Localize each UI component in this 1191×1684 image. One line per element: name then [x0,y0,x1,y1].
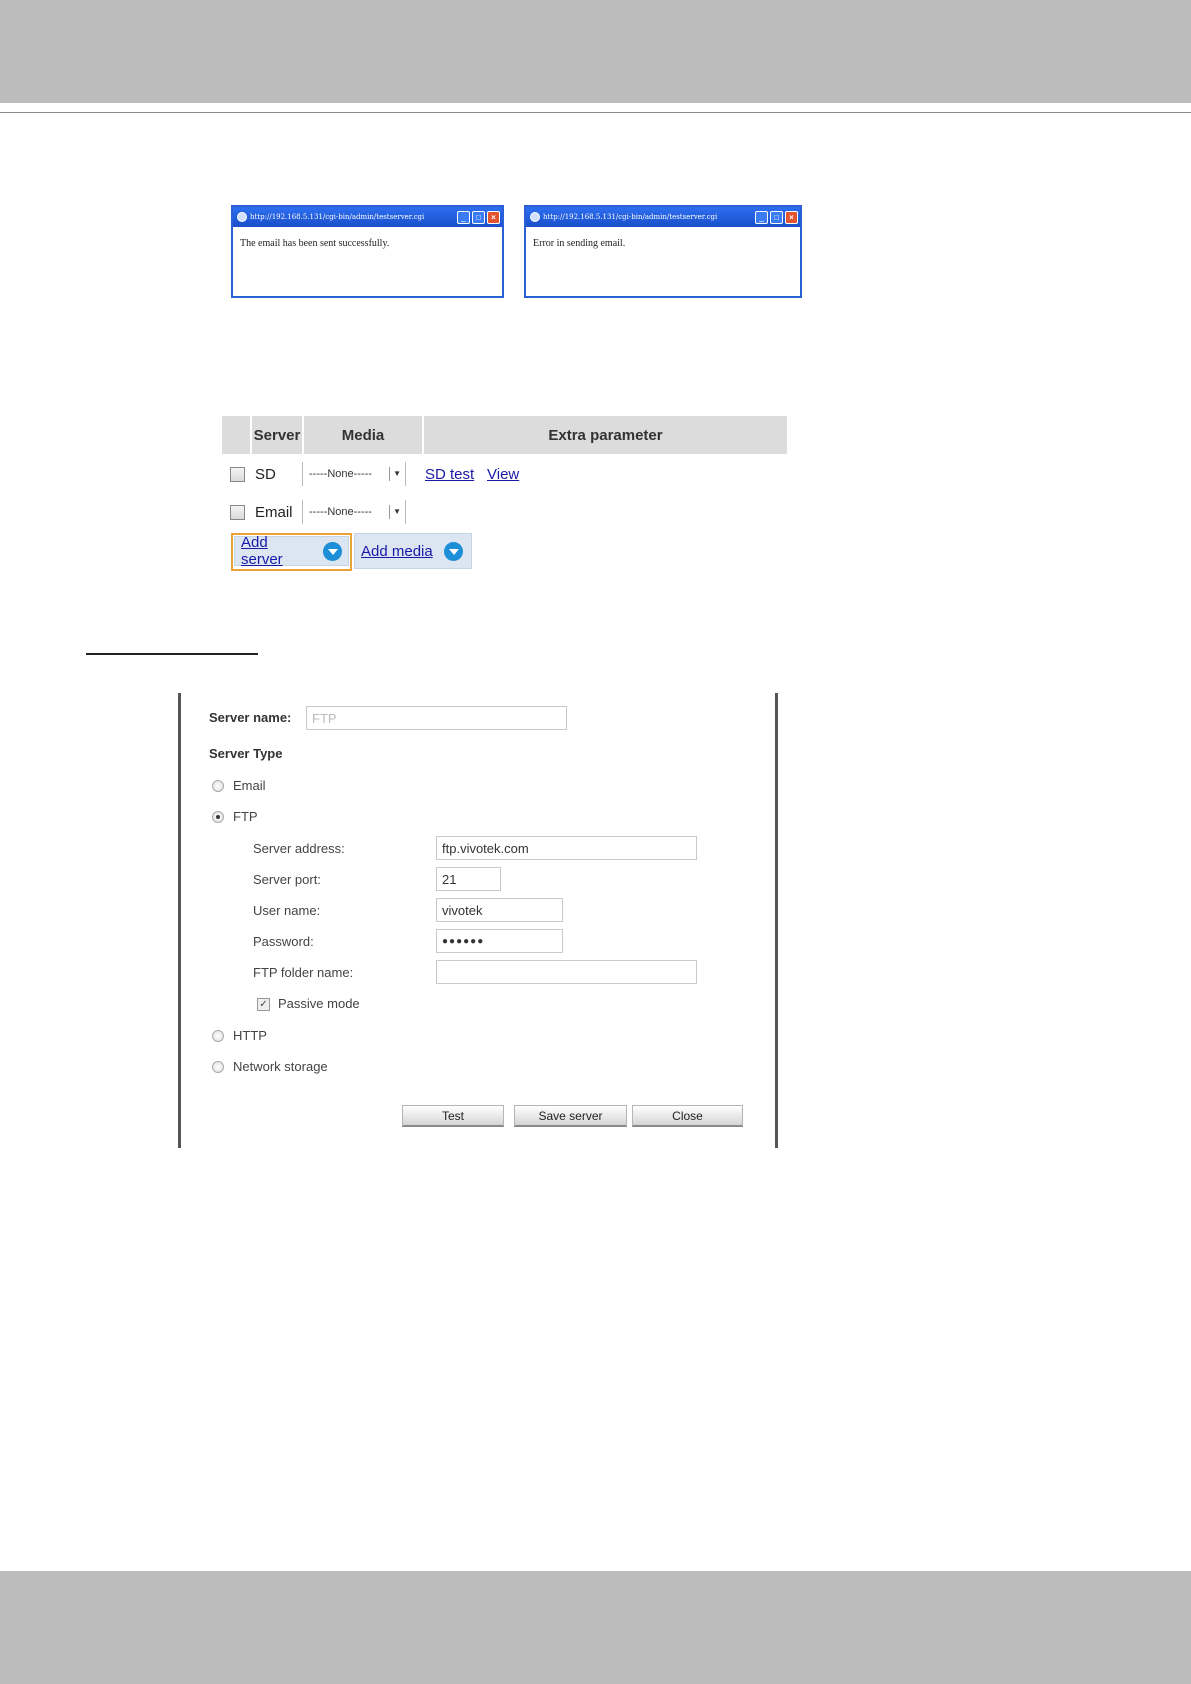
radio-ftp[interactable] [212,811,224,823]
popup-titlebar[interactable] [526,207,800,227]
chevron-down-icon [444,542,463,561]
minimize-icon[interactable]: _ [755,211,768,224]
passive-mode-label: Passive mode [278,996,360,1011]
header-blank [222,416,250,454]
ftp-folder-label: FTP folder name: [253,965,354,980]
browser-icon [237,212,247,222]
server-name-label: Server name: [209,710,292,725]
add-media-button[interactable] [354,533,472,569]
add-server-highlight [231,533,352,571]
radio-network-storage[interactable] [212,1061,224,1073]
radio-http-label: HTTP [233,1028,267,1043]
header-server: Server [250,416,302,454]
close-icon[interactable]: × [785,211,798,224]
row-checkbox[interactable] [230,505,245,520]
row-checkbox[interactable] [230,467,245,482]
table-header [222,416,787,454]
header-media: Media [302,416,422,454]
user-name-input[interactable]: vivotek [436,898,563,922]
password-input[interactable]: ●●●●●● [436,929,563,953]
header-divider [0,112,1191,113]
browser-icon [530,212,540,222]
server-address-input[interactable]: ftp.vivotek.com [436,836,697,860]
maximize-icon[interactable]: □ [472,211,485,224]
password-label: Password: [253,934,314,949]
popup-message: The email has been sent successfully. [240,238,390,249]
row-server: SD [255,465,276,483]
section-underline [86,653,258,655]
radio-network-storage-label: Network storage [233,1059,328,1074]
server-port-input[interactable]: 21 [436,867,501,891]
chevron-down-icon[interactable]: ▼ [389,467,401,481]
view-link[interactable]: View [487,465,520,483]
table-row [222,497,787,527]
email-success-popup [231,205,504,298]
popup-titlebar[interactable] [233,207,502,227]
save-server-button[interactable]: Save server [514,1105,627,1127]
chevron-down-icon[interactable]: ▼ [389,505,401,519]
table-row [222,459,787,489]
server-address-label: Server address: [253,841,345,856]
radio-http[interactable] [212,1030,224,1042]
media-select-value: -----None----- [309,506,372,518]
radio-email-label: Email [233,778,266,793]
server-type-label: Server Type [209,746,283,761]
ftp-folder-input[interactable] [436,960,697,984]
footer-band [0,1571,1191,1684]
media-select[interactable] [302,500,406,524]
minimize-icon[interactable]: _ [457,211,470,224]
ftp-server-dialog [178,693,778,1148]
popup-url: http://192.168.5.131/cgi-bin/admin/testserver.cgi [250,213,425,221]
close-icon[interactable]: × [487,211,500,224]
user-name-label: User name: [253,903,321,918]
radio-ftp-label: FTP [233,809,258,824]
server-media-table [222,416,787,568]
server-port-label: Server port: [253,872,321,887]
test-button[interactable]: Test [402,1105,504,1127]
popup-message: Error in sending email. [533,238,626,249]
passive-mode-checkbox[interactable]: ✓ [257,998,270,1011]
maximize-icon[interactable]: □ [770,211,783,224]
header-band [0,0,1191,103]
media-select-value: -----None----- [309,468,372,480]
row-server: Email [255,503,293,521]
add-server-label: Add server [241,534,283,568]
radio-email[interactable] [212,780,224,792]
close-button[interactable]: Close [632,1105,743,1127]
server-name-input[interactable]: FTP [306,706,567,730]
add-media-label: Add media [361,542,433,560]
media-select[interactable] [302,462,406,486]
popup-url: http://192.168.5.131/cgi-bin/admin/testserver.cgi [543,213,718,221]
email-error-popup [524,205,802,298]
header-extra-parameter: Extra parameter [422,416,787,454]
sd-test-link[interactable]: SD test [425,465,475,483]
